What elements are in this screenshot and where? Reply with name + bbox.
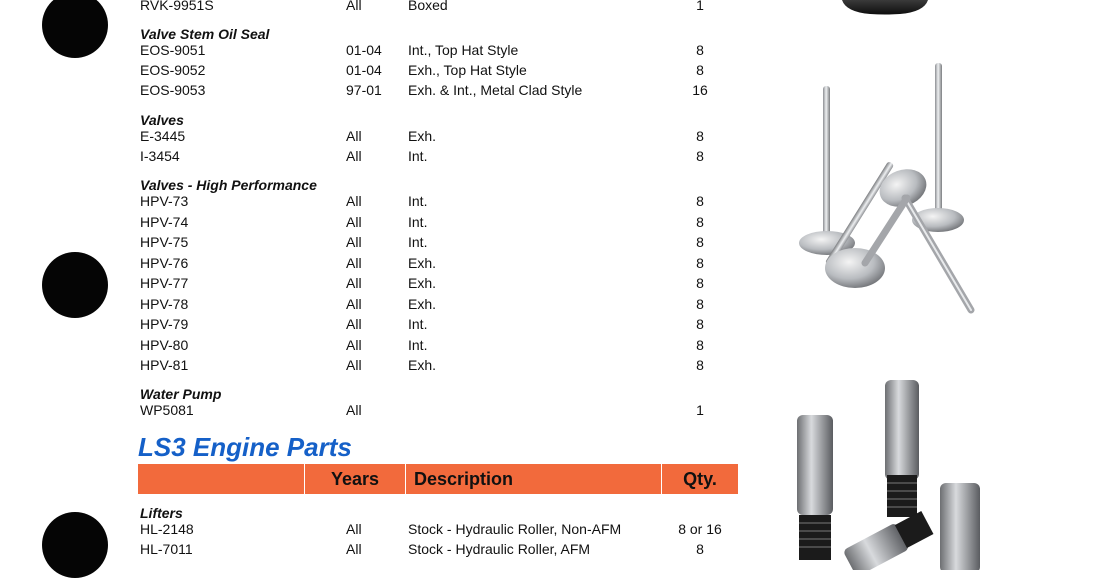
- column-header-description: Description: [406, 464, 662, 494]
- section-title-valves-high-performance: Valves - High Performance: [140, 177, 317, 193]
- table-row: [0, 40, 760, 60]
- table-row: [0, 539, 760, 559]
- quantity: 1: [696, 0, 704, 13]
- valves-image: [795, 58, 985, 323]
- part-number: HL-2148: [140, 521, 194, 537]
- years: 01-04: [346, 62, 382, 78]
- table-row: [0, 253, 760, 273]
- part-number: WP5081: [140, 402, 194, 418]
- years: All: [346, 148, 362, 164]
- table-row: [0, 335, 760, 355]
- description: Int.: [408, 337, 428, 353]
- part-number: HPV-75: [140, 234, 189, 250]
- description: Int.: [408, 193, 428, 209]
- description: Exh.: [408, 357, 437, 373]
- quantity: 1: [696, 402, 704, 418]
- part-number: HL-7011: [140, 541, 193, 557]
- part-number: EOS-9053: [140, 82, 206, 98]
- table-row: [0, 212, 760, 232]
- description: Exh. & Int., Metal Clad Style: [408, 82, 583, 98]
- years: 97-01: [346, 82, 382, 98]
- description: Int.: [408, 148, 428, 164]
- description: Boxed: [408, 0, 448, 13]
- part-number: HPV-73: [140, 193, 189, 209]
- quantity: 8: [696, 337, 704, 353]
- part-number: HPV-81: [140, 357, 189, 373]
- column-header-qty: Qty.: [683, 469, 717, 489]
- table-row: [0, 294, 760, 314]
- description: Exh.: [408, 128, 437, 144]
- table-row: [0, 355, 760, 375]
- description: Stock - Hydraulic Roller, AFM: [408, 541, 591, 557]
- part-number: HPV-77: [140, 275, 189, 291]
- section-title-water-pump: Water Pump: [140, 386, 222, 402]
- table-header: [138, 464, 738, 494]
- years: All: [346, 521, 362, 537]
- quantity: 8: [696, 275, 704, 291]
- years: All: [346, 255, 362, 271]
- quantity: 8: [696, 148, 704, 164]
- part-number: HPV-76: [140, 255, 189, 271]
- quantity: 8: [696, 214, 704, 230]
- part-number: RVK-9951S: [140, 0, 214, 13]
- part-number: E-3445: [140, 128, 186, 144]
- table-row: [0, 126, 760, 146]
- part-number: HPV-80: [140, 337, 189, 353]
- description: Int., Top Hat Style: [408, 42, 519, 58]
- years: All: [346, 296, 362, 312]
- table-row: [0, 314, 760, 334]
- years: All: [346, 357, 362, 373]
- description: Int.: [408, 234, 428, 250]
- years: All: [346, 128, 362, 144]
- years: All: [346, 316, 362, 332]
- part-number: HPV-74: [140, 214, 189, 230]
- column-header-years: Years: [305, 464, 406, 494]
- table-row: [0, 191, 760, 211]
- section-title-valves: Valves: [140, 112, 184, 128]
- section-title-valve-stem-oil-seal: Valve Stem Oil Seal: [140, 26, 270, 42]
- table-row: [0, 232, 760, 252]
- quantity: 8: [696, 357, 704, 373]
- years: All: [346, 275, 362, 291]
- table-row: [0, 60, 760, 80]
- years: All: [346, 214, 362, 230]
- quantity: 8: [696, 42, 704, 58]
- years: All: [346, 0, 362, 13]
- description: Int.: [408, 316, 428, 332]
- quantity: 8: [696, 296, 704, 312]
- description: Stock - Hydraulic Roller, Non-AFM: [408, 521, 622, 537]
- part-number: I-3454: [140, 148, 180, 164]
- table-row: [0, 400, 760, 420]
- quantity: 8: [696, 255, 704, 271]
- part-number: HPV-78: [140, 296, 189, 312]
- quantity: 8: [696, 193, 704, 209]
- section-title-lifters: Lifters: [140, 505, 183, 521]
- table-row: [0, 519, 760, 539]
- years: All: [346, 234, 362, 250]
- description: Exh.: [408, 275, 437, 291]
- years: All: [346, 541, 362, 557]
- quantity: 8 or 16: [678, 521, 722, 537]
- table-row: [0, 0, 760, 15]
- years: 01-04: [346, 42, 382, 58]
- description: Exh.: [408, 296, 437, 312]
- part-number: EOS-9051: [140, 42, 206, 58]
- quantity: 8: [696, 234, 704, 250]
- quantity: 8: [696, 62, 704, 78]
- description: Int.: [408, 214, 428, 230]
- description: Exh., Top Hat Style: [408, 62, 527, 78]
- water-pump-part-image: [830, 0, 940, 20]
- years: All: [346, 337, 362, 353]
- quantity: 8: [696, 128, 704, 144]
- lifters-image: [785, 375, 1005, 570]
- years: All: [346, 402, 362, 418]
- section-heading-ls3-engine-parts: LS3 Engine Parts: [138, 432, 352, 462]
- years: All: [346, 193, 362, 209]
- quantity: 16: [692, 82, 708, 98]
- part-number: EOS-9052: [140, 62, 206, 78]
- part-number: HPV-79: [140, 316, 189, 332]
- quantity: 8: [696, 316, 704, 332]
- description: Exh.: [408, 255, 437, 271]
- quantity: 8: [696, 541, 704, 557]
- table-row: [0, 80, 760, 100]
- column-header-part: [138, 464, 305, 494]
- table-row: [0, 146, 760, 166]
- table-row: [0, 273, 760, 293]
